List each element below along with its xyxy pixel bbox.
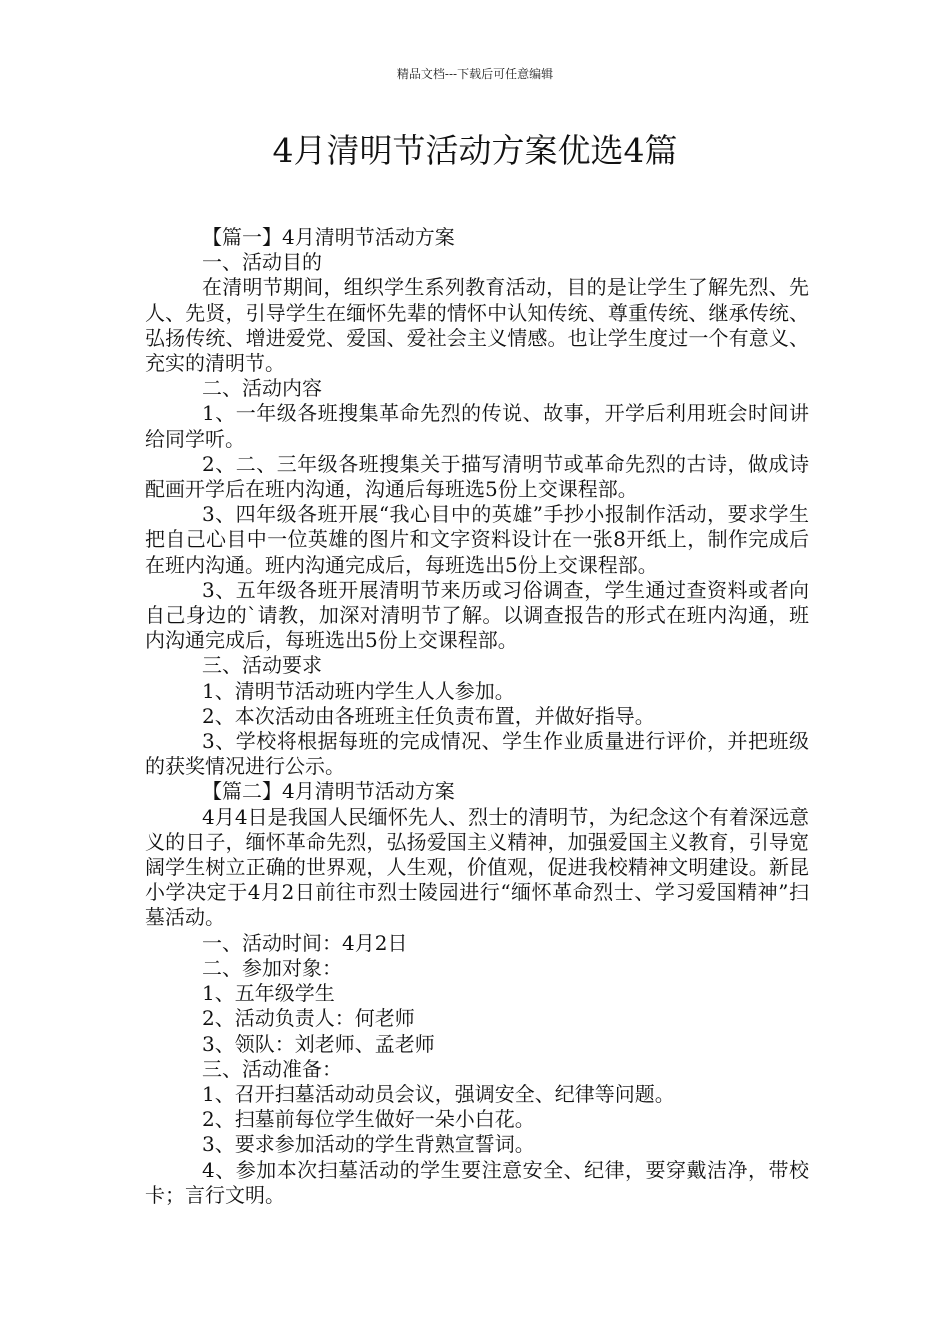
paragraph-activity-time: 一、活动时间：4月2日 xyxy=(202,930,408,955)
paragraph-participant-3: 3、领队：刘老师、孟老师 xyxy=(202,1031,435,1056)
paragraph-requirement-1: 1、清明节活动班内学生人人参加。 xyxy=(202,678,515,703)
heading-participants: 二、参加对象： xyxy=(202,955,342,980)
heading-activity-content: 二、活动内容 xyxy=(202,376,322,401)
paragraph-preparation-2: 2、扫墓前每位学生做好一朵小白花。 xyxy=(202,1107,535,1132)
paragraph-requirement-2: 2、本次活动由各班班主任负责布置，并做好指导。 xyxy=(202,703,655,728)
paragraph-content-item-3: 3、四年级各班开展“我心目中的英雄”手抄小报制作活动，要求学生把自己心目中一位英雄的图片和文字资料设计在一张8开纸上，制作完成后在班内沟通。班内沟通完成后，每班选出5份上交课程部。 xyxy=(145,502,809,577)
heading-preparation: 三、活动准备： xyxy=(202,1056,342,1081)
paragraph-content-item-1: 1、一年级各班搜集革命先烈的传说、故事，开学后利用班会时间讲给同学听。 xyxy=(145,401,809,451)
section-heading-part-1: 【篇一】4月清明节活动方案 xyxy=(202,225,455,249)
paragraph-content-item-2: 2、二、三年级各班搜集关于描写清明节或革命先烈的古诗，做成诗配画开学后在班内沟通，沟通后每班选5份上交课程部。 xyxy=(145,451,809,502)
paragraph-participant-1: 1、五年级学生 xyxy=(202,981,335,1006)
paragraph-part-2-intro: 4月4日是我国人民缅怀先人、烈士的清明节，为纪念这个有着深远意义的日子，缅怀革命先烈，弘扬爱国主义精神，加强爱国主义教育，引导宽阔学生树立正确的世界观，人生观，价值观，促进我校精神文明建设。新昆小学决定于4月2日前往市烈士陵园进行“缅怀革命烈士、学习爱国精神”扫墓活动。 xyxy=(145,804,809,930)
paragraph-preparation-4: 4、参加本次扫墓活动的学生要注意安全、纪律，要穿戴洁净，带校卡；言行文明。 xyxy=(145,1157,809,1207)
paragraph-preparation-1: 1、召开扫墓活动动员会议，强调安全、纪律等问题。 xyxy=(202,1081,675,1106)
paragraph-content-item-4: 3、五年级各班开展清明节来历或习俗调查，学生通过查资料或者向自己身边的`请教，加深对清明节了解。以调查报告的形式在班内沟通，班内沟通完成后，每班选出5份上交课程部。 xyxy=(145,577,809,653)
page-header: 精品文档---下载后可任意编辑 xyxy=(396,67,554,81)
paragraph-purpose: 在清明节期间，组织学生系列教育活动，目的是让学生了解先烈、先人、先贤，引导学生在缅怀先辈的情怀中认知传统、尊重传统、继承传统、弘扬传统、增进爱党、爱国、爱社会主义情感。也让学生度过一个有意义、充实的清明节。 xyxy=(145,275,809,376)
paragraph-requirement-3: 3、学校将根据每班的完成情况、学生作业质量进行评价，并把班级的获奖情况进行公示。 xyxy=(145,729,809,779)
paragraph-preparation-3: 3、要求参加活动的学生背熟宣誓词。 xyxy=(202,1132,535,1157)
heading-activity-purpose: 一、活动目的 xyxy=(202,250,322,275)
document-body xyxy=(145,225,809,1208)
paragraph-participant-2: 2、活动负责人：何老师 xyxy=(202,1006,415,1031)
section-heading-part-2: 【篇二】4月清明节活动方案 xyxy=(202,779,455,804)
heading-activity-requirements: 三、活动要求 xyxy=(202,653,322,678)
document-title: 4月清明节活动方案优选4篇 xyxy=(272,131,678,170)
